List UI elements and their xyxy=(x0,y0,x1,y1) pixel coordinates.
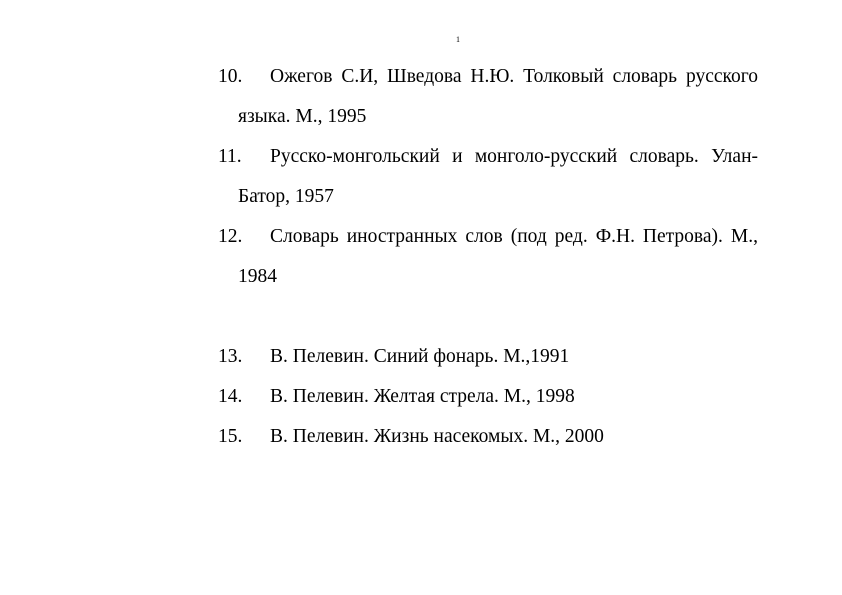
item-text: В. Пелевин. Синий фонарь. М.,1991 xyxy=(270,346,570,367)
item-number: 11. xyxy=(218,146,242,167)
bibliography-item xyxy=(218,57,758,137)
bibliography-item xyxy=(218,217,758,297)
item-number: 10. xyxy=(218,66,243,87)
item-number: 13. xyxy=(218,346,243,367)
item-number: 12. xyxy=(218,226,243,247)
item-text: В. Пелевин. Желтая стрела. М., 1998 xyxy=(270,386,575,407)
bibliography-item xyxy=(218,377,758,417)
item-text: Русско-монгольский и монголо-русский словарь. Улан-Батор, 1957 xyxy=(238,146,758,207)
item-text: В. Пелевин. Жизнь насекомых. М., 2000 xyxy=(270,426,604,447)
bibliography-item xyxy=(218,417,758,457)
bibliography-list xyxy=(218,57,758,457)
bibliography-item xyxy=(218,337,758,377)
group-separator xyxy=(218,297,758,337)
bibliography-item xyxy=(218,137,758,217)
item-text: Ожегов С.И, Шведова Н.Ю. Толковый словарь русского языка. М., 1995 xyxy=(238,66,758,127)
item-number: 14. xyxy=(218,386,243,407)
page-number: 1 xyxy=(456,35,460,44)
item-text: Словарь иностранных слов (под ред. Ф.Н. Петрова). М., 1984 xyxy=(238,226,758,287)
item-number: 15. xyxy=(218,426,243,447)
